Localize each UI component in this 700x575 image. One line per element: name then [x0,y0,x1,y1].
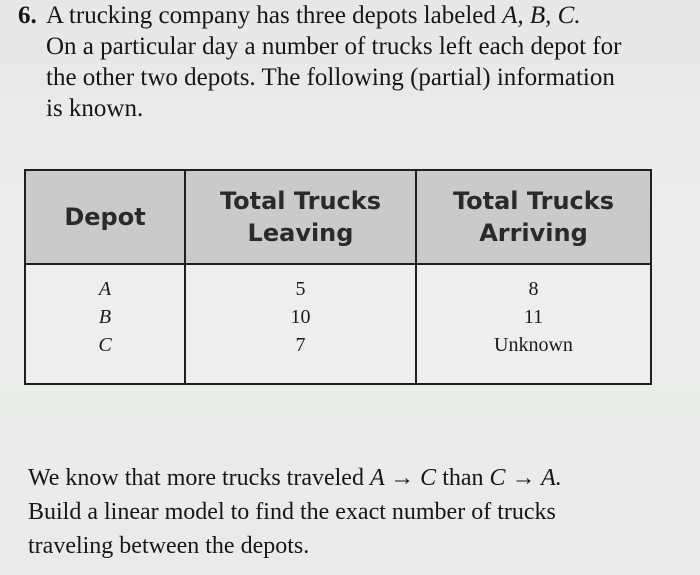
leaving-column [186,275,415,359]
problem-line-1 [18,0,688,31]
problem-text [18,0,688,124]
question-line-3: traveling between the depots. [28,533,310,559]
header-leaving-line-1: Total Trucks [219,187,382,215]
arriving-cell: Unknown [494,334,573,356]
leaving-cell: 5 [295,278,306,300]
depot-letters: A, B, C. [502,2,581,29]
depot-column [26,275,184,359]
route-a-to-c: A → C [369,465,437,491]
depot-cell: A [98,278,112,300]
header-arriving-line-1: Total Trucks [452,187,615,215]
problem-line-3: the other two depots. The following (partial) information [46,64,615,91]
depot-cell: B [98,306,112,328]
header-leaving-line-2: Leaving [247,219,354,247]
depot-cell: C [98,334,112,356]
question-text [28,461,696,563]
header-total-leaving [186,171,415,263]
leaving-cell: 7 [295,334,306,356]
question-line-1 [28,461,696,495]
problem-line-1-text: A trucking company has three depots labeled [46,2,503,29]
question-line-2: Build a linear model to find the exact number of trucks [28,499,556,525]
arriving-cell: 8 [528,278,539,300]
depot-table [24,169,652,385]
header-arriving-line-2: Arriving [479,219,588,247]
problem-line-4: is known. [46,95,144,122]
problem-line-2: On a particular day a number of trucks left each depot for [46,33,622,60]
leaving-cell: 10 [290,306,311,328]
header-total-arriving [417,171,650,263]
question-line-1-part-c: than [436,465,490,491]
arriving-column [417,275,650,359]
header-depot [26,171,184,263]
problem-number: 6. [18,2,37,29]
question-line-1-part-a: We know that more trucks traveled [28,465,370,491]
arriving-cell: 11 [523,306,544,328]
header-depot-label: Depot [64,203,146,231]
route-c-to-a: C → A. [489,465,562,491]
